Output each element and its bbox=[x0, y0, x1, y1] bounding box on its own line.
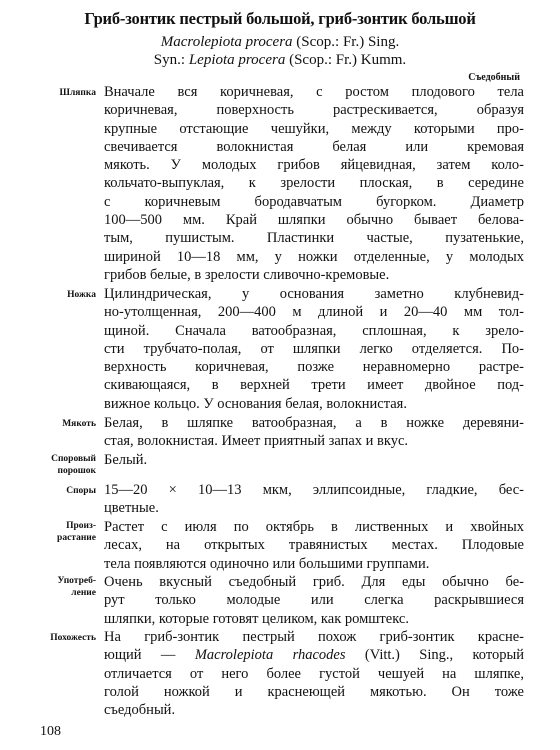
section-body bbox=[104, 628, 524, 719]
text-line: скивающаяся, в верхней трети имеет двойное под- bbox=[104, 377, 524, 394]
text-line: На гриб-зонтик пестрый похож гриб-зонтик красне- bbox=[104, 629, 524, 645]
text-line: шириной 10—18 мм, у ножки отделенные, у молодых bbox=[104, 248, 524, 265]
text-line: 100—500 мм. Край шляпки обычно бывает белова- bbox=[104, 212, 524, 229]
text-line: голой ножкой и краснеющей мякотью. Он тоже bbox=[104, 683, 524, 700]
text-line: стая, волокнистая. Имеет приятный запах и вкус. bbox=[104, 433, 409, 450]
section-label: Ножка bbox=[67, 290, 96, 300]
text-line: грибов белые, в зрелости сливочно-кремовые. bbox=[104, 266, 390, 283]
text-line: свечивается волокнистая белая или кремовая bbox=[104, 138, 524, 155]
section-label: Мякоть bbox=[62, 419, 96, 429]
section-body bbox=[104, 451, 524, 469]
text-line: ющий — Macrolepiota rhacodes (Vitt.) Sing., который bbox=[104, 647, 524, 664]
text-line: крупные отстающие чешуйки, между которыми про- bbox=[104, 120, 524, 137]
similar-species-latin: Macrolepiota rhacodes bbox=[194, 647, 346, 664]
text-line: съедобный. bbox=[104, 702, 176, 719]
text-line: тела появляются одиночно или большими группами. bbox=[104, 555, 430, 572]
section-body bbox=[104, 481, 524, 518]
edibility-tag: Съедобный bbox=[468, 72, 520, 83]
section-body bbox=[104, 414, 524, 451]
text-line: кольчато-выпуклая, к зрелости плоская, в середине bbox=[104, 175, 524, 192]
text-line: лесах, на открытых травянистых местах. Плодовые bbox=[104, 537, 524, 554]
section-label: Шляпка bbox=[59, 88, 96, 98]
text-line: вижное кольцо. У основания белая, волокнистая. bbox=[104, 395, 407, 412]
text-line: щиной. Сначала ватообразная, сплошная, к зрело- bbox=[104, 322, 524, 339]
latin-genus-species: Macrolepiota procera bbox=[160, 34, 293, 50]
section-body bbox=[104, 518, 524, 573]
text-line: коричневая, поверхность растрескивается, образуя bbox=[104, 102, 524, 119]
page-title: Гриб-зонтик пестрый большой, гриб-зонтик большой bbox=[84, 9, 476, 28]
synonym-prefix: Syn.: bbox=[153, 52, 186, 68]
synonym-genus-species: Lepiota procera bbox=[188, 52, 286, 68]
text-line: но-утолщенная, 200—400 м длиной и 20—40 мм тол- bbox=[104, 304, 524, 321]
page-number: 108 bbox=[40, 724, 61, 739]
section-label: Споры bbox=[66, 486, 96, 496]
synonym-author: (Scop.: Fr.) Kumm. bbox=[289, 52, 407, 68]
text-line: Белая, в шляпке ватообразная, а в ножке деревяни- bbox=[104, 415, 524, 431]
text-line: цветные. bbox=[104, 500, 159, 517]
text-line: шляпки, которые готовят целиком, как ромштекс. bbox=[104, 610, 409, 627]
text-line: Вначале вся коричневая, с ростом плодового тела bbox=[104, 84, 524, 100]
text-line: тым, пушистым. Пластинки частые, пузатенькие, bbox=[104, 230, 524, 247]
text-line: верхность коричневая, позже неравномерно растре- bbox=[104, 359, 524, 376]
section-label: Употреб- ление bbox=[57, 576, 96, 598]
text-line: 15—20 × 10—13 мкм, эллипсоидные, гладкие, бес- bbox=[104, 482, 524, 498]
text-line: мякоть. У молодых грибов яйцевидная, затем коло- bbox=[104, 157, 524, 174]
text-line: Цилиндрическая, у основания заметно клубневид- bbox=[104, 286, 524, 302]
text-line: Очень вкусный съедобный гриб. Для еды обычно бе- bbox=[104, 574, 524, 590]
text-line: рут только молодые или слегка раскрывшиеся bbox=[104, 592, 524, 609]
section-label: Споровый порошок bbox=[51, 454, 96, 476]
synonym-line bbox=[0, 52, 560, 69]
section-body bbox=[104, 573, 524, 628]
text-line: отличается от него более густой чешуей на шляпке, bbox=[104, 665, 524, 682]
text-line: с коричневым бородавчатым бугорком. Диаметр bbox=[104, 193, 524, 210]
section-label: Похожесть bbox=[50, 633, 96, 643]
section-label: Произ- растание bbox=[57, 521, 96, 543]
section-body bbox=[104, 285, 524, 413]
text-line: Растет с июля по октябрь в лиственных и хвойных bbox=[104, 519, 524, 535]
text-line: сти трубчато-полая, от шляпки легко отделяется. По- bbox=[104, 340, 524, 357]
section-body bbox=[104, 83, 524, 284]
latin-name bbox=[0, 34, 560, 51]
text-line: Белый. bbox=[104, 452, 148, 468]
latin-author: (Scop.: Fr.) Sing. bbox=[296, 34, 400, 50]
